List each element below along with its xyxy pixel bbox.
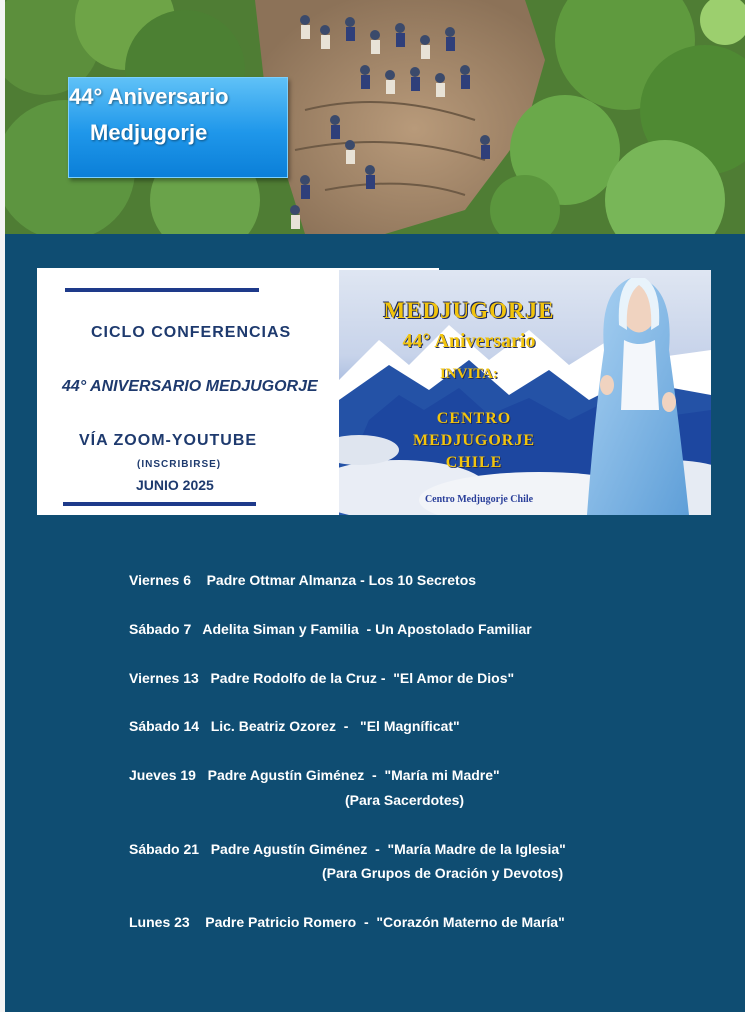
- poster-organizer: [379, 408, 569, 474]
- schedule-item: Sábado 14 Lic. Beatriz Ozorez - "El Magníficat": [129, 718, 460, 734]
- anniversary-badge: [68, 77, 288, 178]
- anniversary-subtitle: 44° ANIVERSARIO MEDJUGORJE: [62, 378, 318, 395]
- schedule-item: Viernes 13 Padre Rodolfo de la Cruz - "El Amor de Dios": [129, 670, 515, 686]
- schedule-item: Lunes 23 Padre Patricio Romero - "Corazón Materno de María": [129, 914, 565, 930]
- badge-title-line1: 44° Aniversario: [69, 84, 229, 109]
- badge-title-line2: Medjugorje: [90, 120, 208, 145]
- schedule-item: Viernes 6 Padre Ottmar Almanza - Los 10 Secretos: [129, 572, 477, 588]
- poster-organizer-line3: CHILE: [445, 454, 503, 471]
- conference-cycle-title: CICLO CONFERENCIAS: [91, 324, 292, 341]
- top-divider: [65, 288, 259, 292]
- schedule-item-note: (Para Grupos de Oración y Devotos): [322, 865, 564, 881]
- poster-organizer-line2: MEDJUGORJE: [413, 432, 535, 449]
- invitation-poster: [339, 270, 711, 515]
- poster-organizer-line1: CENTRO: [436, 410, 512, 427]
- event-month: JUNIO 2025: [136, 477, 214, 493]
- poster-footer: Centro Medjugorje Chile: [424, 494, 534, 505]
- registration-note: (INSCRIBIRSE): [137, 459, 222, 470]
- platform-label: VÍA ZOOM-YOUTUBE: [79, 432, 258, 449]
- schedule-item-note: (Para Sacerdotes): [345, 792, 465, 808]
- poster-invites: INVITA:: [439, 366, 499, 382]
- poster-anniversary: 44° Aniversario: [402, 330, 536, 352]
- bottom-divider: [63, 502, 256, 506]
- header-photo: [5, 0, 745, 234]
- conference-info-panel: [37, 268, 339, 515]
- schedule-item: Jueves 19 Padre Agustín Giménez - "María mi Madre": [129, 767, 500, 783]
- schedule-item: Sábado 21 Padre Agustín Giménez - "María Madre de la Iglesia": [129, 841, 566, 857]
- poster-title: MEDJUGORJE: [383, 298, 555, 323]
- flyer-page: [5, 0, 745, 1012]
- schedule-item: Sábado 7 Adelita Siman y Familia - Un Apostolado Familiar: [129, 621, 532, 637]
